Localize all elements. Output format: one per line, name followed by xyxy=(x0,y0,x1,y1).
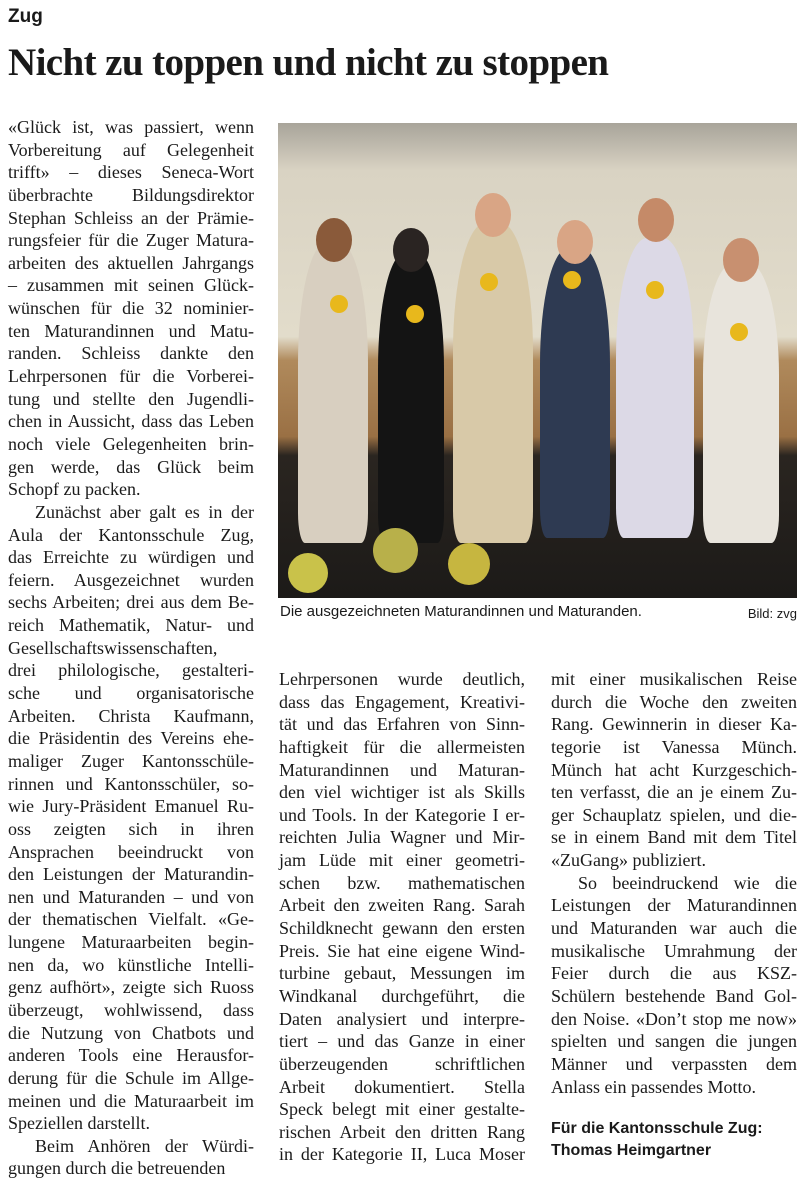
text-line: maliger Zuger Kantonsschüle- xyxy=(8,750,254,771)
text-line: feiern. Ausgezeichnet wurden xyxy=(8,569,254,590)
text-line: Rang. Gewinnerin in dieser Ka- xyxy=(551,714,797,735)
text-line: haftigkeit für die allermeisten xyxy=(279,736,525,757)
text-line: Schildknecht gewann den ersten xyxy=(279,918,525,939)
text-line: die Präsidentin des Vereins ehe- xyxy=(8,728,254,749)
text-line: drei philologische, gestalteri- xyxy=(8,660,254,681)
text-line: se in einem Band mit dem Titel xyxy=(551,827,797,848)
text-line: den Noise. «Don’t stop me now» xyxy=(551,1008,797,1029)
text-line: spielten und sangen die jungen xyxy=(551,1031,797,1052)
text-line: Lehrpersonen wurde deutlich, xyxy=(279,669,525,689)
text-line: – zusammen mit seinen Glück- xyxy=(8,275,254,296)
text-line: meinen und die Maturaarbeit im xyxy=(8,1090,254,1111)
text-line: turbine gebaut, Messungen im xyxy=(279,963,525,984)
text-line: Preis. Sie hat eine eigene Wind- xyxy=(279,940,525,961)
text-line: arbeiten des aktuellen Jahrgangs xyxy=(8,252,254,273)
photo-credit: Bild: zvg xyxy=(747,606,797,621)
text-line: mit einer musikalischen Reise xyxy=(551,669,797,689)
section-label: Zug xyxy=(8,6,43,27)
text-line: Feier durch die aus KSZ- xyxy=(551,963,797,984)
text-line: Schülern bestehende Band Gol- xyxy=(551,985,797,1006)
text-line: rungsfeier für die Zuger Matura- xyxy=(8,230,254,251)
article-column-2 xyxy=(279,668,525,1166)
text-line: trifft» – dieses Seneca-Wort xyxy=(8,162,254,183)
text-line: Arbeit dokumentiert. Stella xyxy=(279,1076,525,1097)
text-line: Leistungen der Maturandinnen xyxy=(551,895,797,916)
text-line: Speziellen darstellt. xyxy=(8,1113,150,1134)
text-line: Maturandinnen und Maturan- xyxy=(279,759,525,780)
text-line: «ZuGang» publiziert. xyxy=(551,850,706,871)
article-column-1 xyxy=(8,116,254,1180)
text-line: tung und stellte den Jugendli- xyxy=(8,388,254,409)
text-line: das Erreichte zu würdigen und xyxy=(8,547,254,568)
text-line: Gesellschaftswissenschaften, xyxy=(8,637,218,658)
author-name: Thomas Heimgartner xyxy=(551,1142,712,1160)
text-line: tät und das Erfahren von Sinn- xyxy=(279,714,525,735)
text-line: in der Kategorie II, Luca Moser xyxy=(279,1144,525,1165)
text-line: derung für die Schule im Allge- xyxy=(8,1067,254,1088)
text-line: überzeugenden schriftlichen xyxy=(279,1053,525,1074)
text-line: den viel wichtiger ist als Skills xyxy=(279,782,525,803)
text-line: ten verfasst, die an je einem Zu- xyxy=(551,782,797,803)
text-line: Schopf zu packen. xyxy=(8,479,141,500)
text-line: reich Mathematik, Natur- und xyxy=(8,615,254,636)
text-line: wünschen für die 32 nominier- xyxy=(8,298,254,319)
text-line: Stephan Schleiss an der Prämie- xyxy=(8,207,254,228)
text-line: den Leistungen der Maturandin- xyxy=(8,864,254,885)
author-affiliation: Für die Kantonsschule Zug: xyxy=(551,1120,763,1138)
text-line: Zunächst aber galt es in der xyxy=(35,501,254,522)
text-line: rischen Arbeit den dritten Rang xyxy=(279,1121,525,1142)
text-line: und Maturanden war auch die xyxy=(551,918,797,939)
text-line: schen bzw. mathematischen xyxy=(279,872,525,893)
text-line: Aula der Kantonsschule Zug, xyxy=(8,524,254,545)
text-line: oss zeigten sich in ihren xyxy=(8,818,254,839)
text-line: Daten analysiert und interpre- xyxy=(279,1008,525,1029)
text-line: sche und organisatorische xyxy=(8,683,254,704)
text-line: und Tools. In der Kategorie I er- xyxy=(279,804,525,825)
text-line: randen. Schleiss dankte den xyxy=(8,343,254,364)
text-line: Speck belegt mit einer gestalte- xyxy=(279,1099,525,1120)
text-line: Arbeiten. Christa Kaufmann, xyxy=(8,705,254,726)
headline: Nicht zu toppen und nicht zu stoppen xyxy=(8,41,609,84)
text-line: Münch hat acht Kurzgeschich- xyxy=(551,759,797,780)
text-line: noch viele Gelegenheiten brin- xyxy=(8,433,254,454)
text-line: nen da, wo künstliche Intelli- xyxy=(8,954,254,975)
text-line: genz aufhört», zeigte sich Ruoss xyxy=(8,977,254,998)
text-line: rinnen und Kantonsschüler, so- xyxy=(8,773,254,794)
article-column-3 xyxy=(551,668,797,1162)
text-line: So beeindruckend wie die xyxy=(578,872,797,893)
text-line: Windkanal durchgeführt, die xyxy=(279,985,525,1006)
text-line: tiert – und das Ganze in einer xyxy=(279,1031,525,1052)
text-line: Männer und verpassten dem xyxy=(551,1053,797,1074)
text-line: gungen durch die betreuenden xyxy=(8,1158,226,1179)
text-line: jam Lüde mit einer geometri- xyxy=(279,850,525,871)
text-line: gen werde, das Glück beim xyxy=(8,456,254,477)
text-line: Ansprachen beeindruckt von xyxy=(8,841,254,862)
text-line: reichten Julia Wagner und Mir- xyxy=(279,827,525,848)
text-line: Beim Anhören der Würdi- xyxy=(35,1135,254,1156)
text-line: nen und Maturanden – und von xyxy=(8,886,254,907)
text-line: sechs Arbeiten; drei aus dem Be- xyxy=(8,592,254,613)
text-line: «Glück ist, was passiert, wenn xyxy=(8,117,254,137)
text-line: Lehrpersonen für die Vorberei- xyxy=(8,366,254,387)
text-line: Anlass ein passendes Motto. xyxy=(551,1076,756,1097)
text-line: chen in Aussicht, dass das Leben xyxy=(8,411,254,432)
text-line: überbrachte Bildungsdirektor xyxy=(8,184,254,205)
text-line: tegorie ist Vanessa Münch. xyxy=(551,736,797,757)
text-line: die Nutzung von Chatbots und xyxy=(8,1022,254,1043)
text-line: ten Maturandinnen und Matu- xyxy=(8,320,254,341)
text-line: musikalische Umrahmung der xyxy=(551,940,797,961)
photo-caption: Die ausgezeichneten Maturandinnen und Maturanden. xyxy=(280,603,642,620)
text-line: anderen Tools eine Herausfor- xyxy=(8,1045,254,1066)
text-line: der thematischen Vielfalt. «Ge- xyxy=(8,909,254,930)
text-line: wie Jury-Präsident Emanuel Ru- xyxy=(8,796,254,817)
text-line: ger Schauplatz spielen, und die- xyxy=(551,804,797,825)
text-line: Arbeit den zweiten Rang. Sarah xyxy=(279,895,525,916)
text-line: lungene Maturaarbeiten begin- xyxy=(8,932,254,953)
article-photo xyxy=(278,123,797,598)
text-line: dass das Engagement, Kreativi- xyxy=(279,691,525,712)
text-line: durch die Woche den zweiten xyxy=(551,691,797,712)
text-line: überzeugt, wohlwissend, dass xyxy=(8,999,254,1020)
text-line: Vorbereitung auf Gelegenheit xyxy=(8,139,254,160)
